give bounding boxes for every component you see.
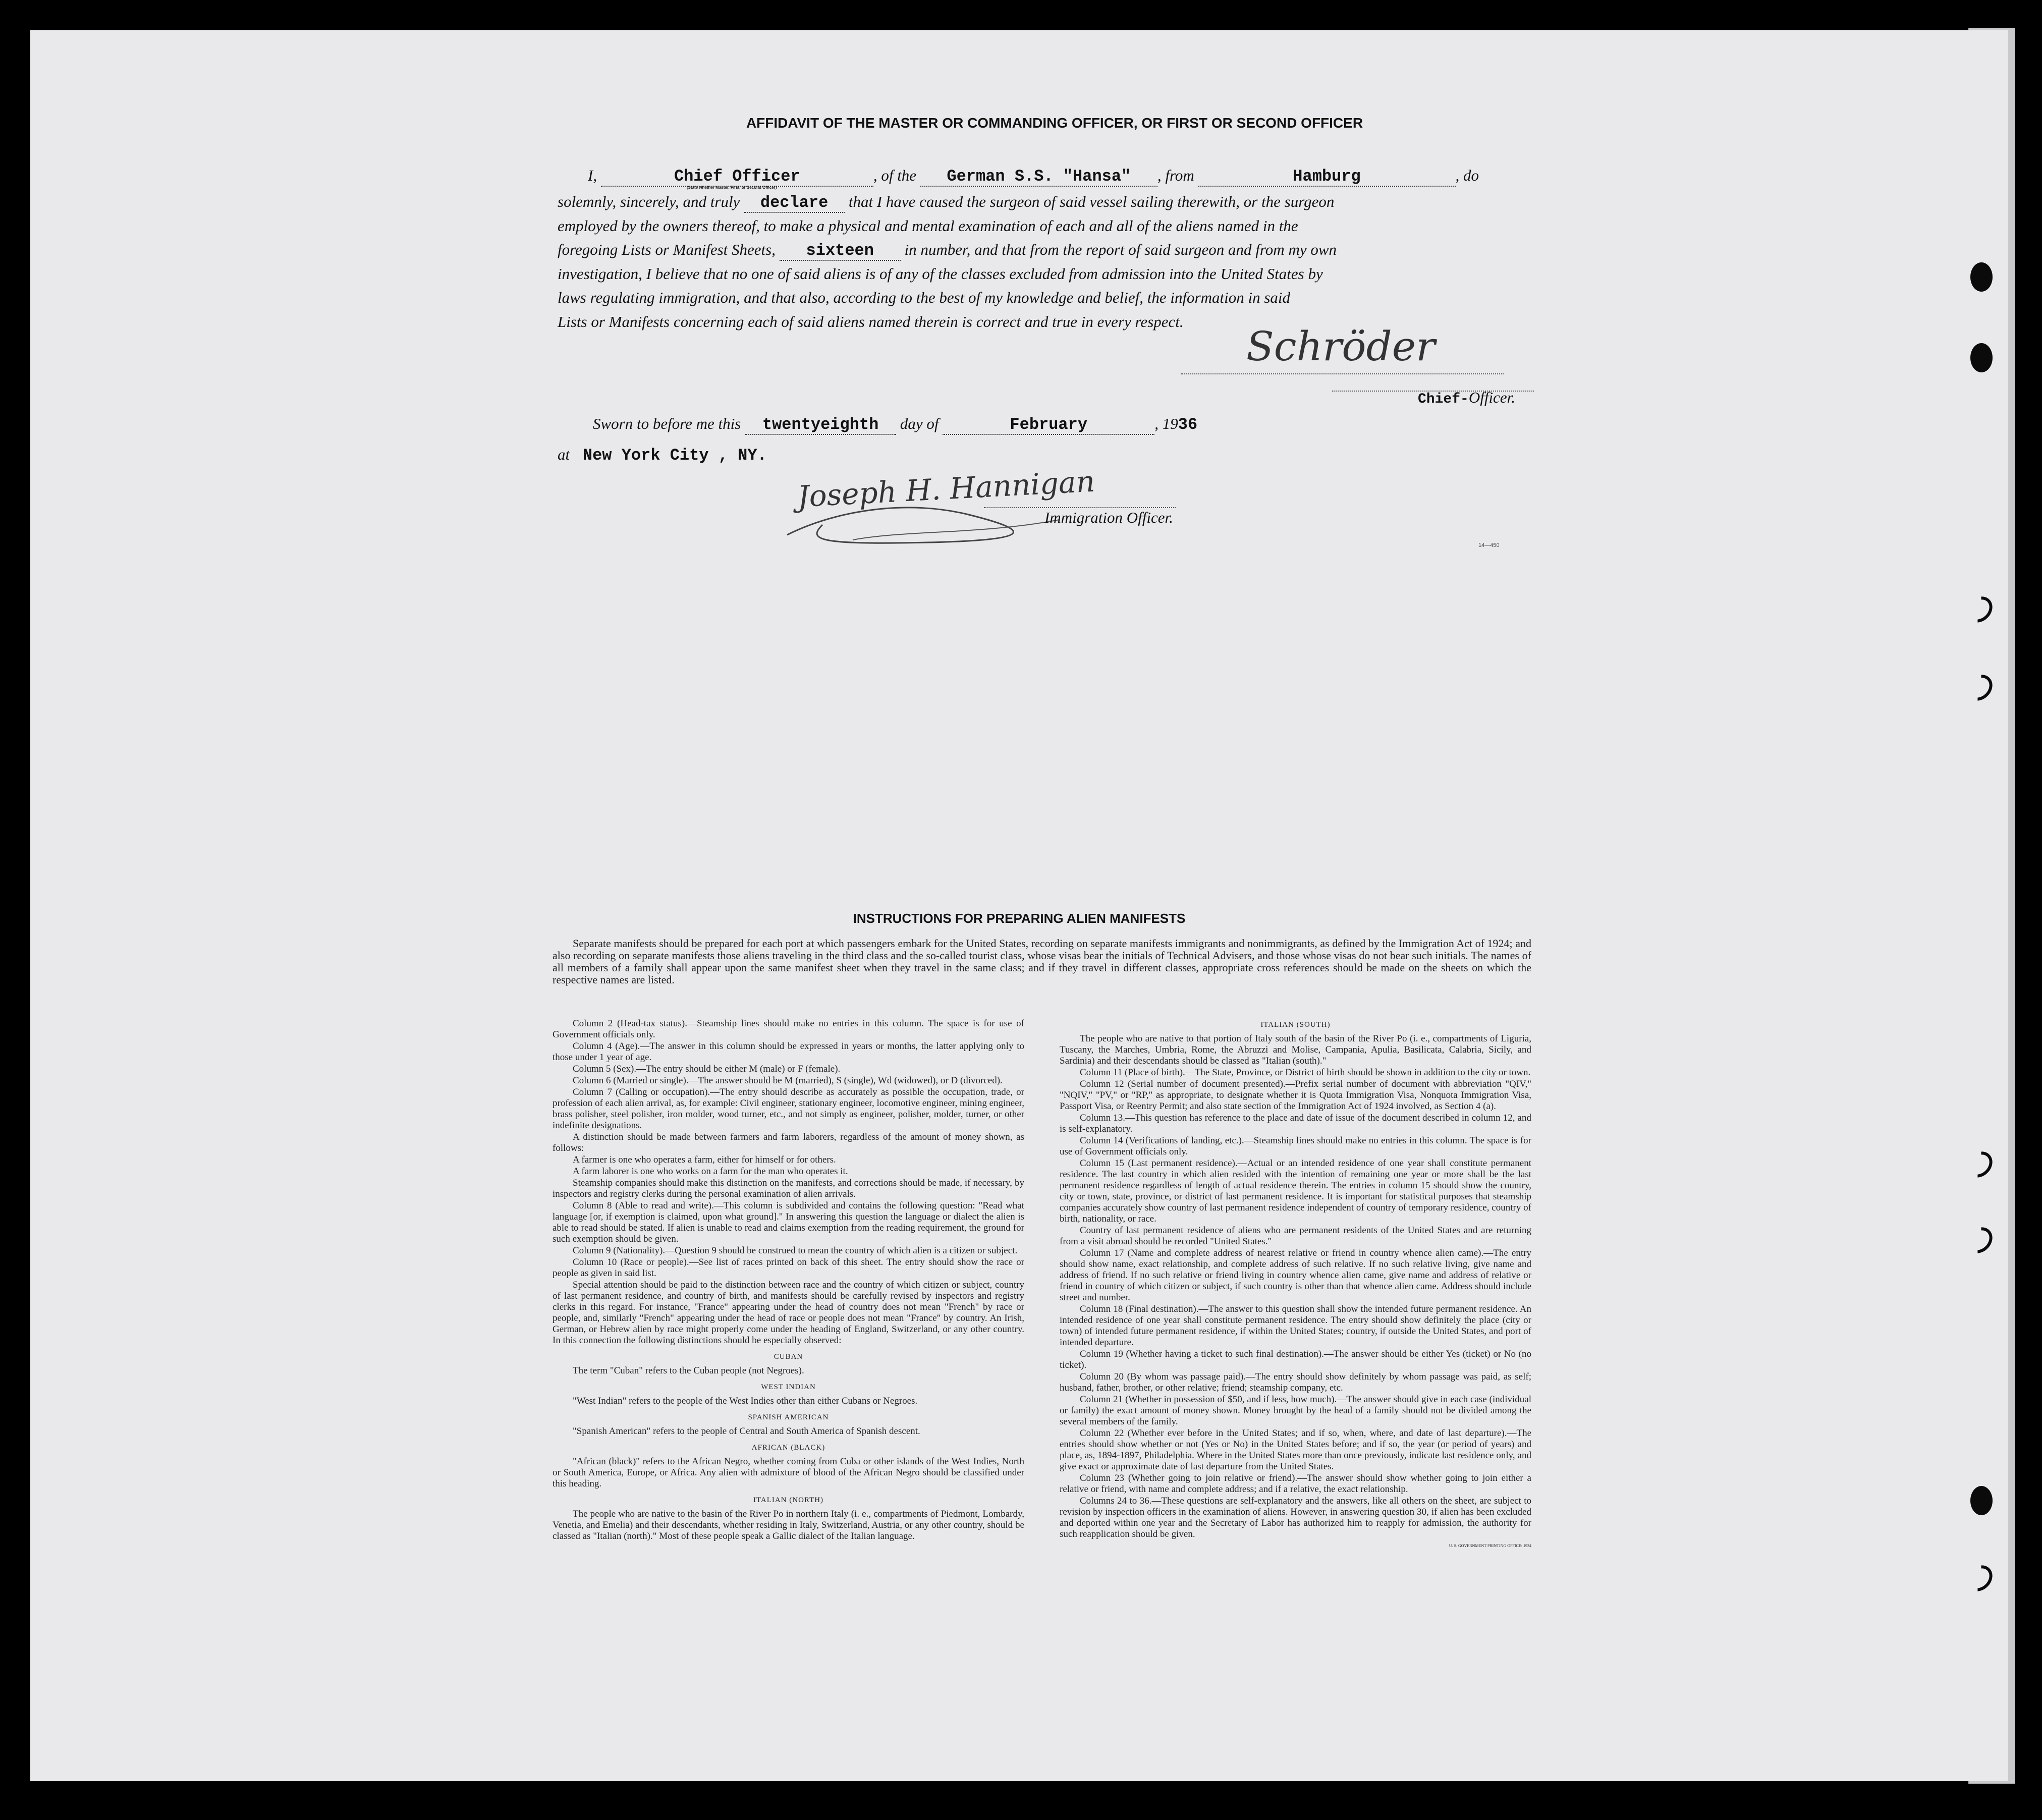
instruction-paragraph: Column 11 (Place of birth).—The State, Province, or District of birth should be shown in addition to the city or town. [1080,1067,1531,1078]
affidavit-line-6: laws regulating immigration, and that also, according to the best of my knowledge and belief, the information in said [558,289,1291,306]
instruction-paragraph: Column 15 (Last permanent residence).—Actual or an intended residence of one year shall constitute permanent residence. The last country in which alien resided with the intention of remaining one year or more shall be the last permanent residence regardless of length of actual residence therein. The entries in column 15 should show the country, city or town, state, province, or district of last permanent residence. It is important for statistical purposes that steamship companies accurately show country of last permanent residence independent of country of temporary residence, country of birth, nationality, or race. [1060,1158,1531,1224]
punch-hole [1970,1486,1993,1515]
instruction-paragraph: Special attention should be paid to the distinction between race and the country of which citizen or subject, country of last permanent residence, and country of birth, and manifests should be carefully revised by inspectors and registry clerks in this regard. For instance, "France" appearing under the head of country does not mean "French" by race or people, and, similarly "French" appearing under the head of race or people does not mean "France" by country. An Irish, German, or Hebrew alien by race might properly come under the heading of England, Switzerland, or any other country. In this connection the following distinctions should be especially observed: [553,1280,1024,1346]
instruction-paragraph: Column 13.—This question has reference to the place and date of issue of the document described in column 12, and is self-explanatory. [1060,1113,1531,1134]
vessel-name: German S.S. "Hansa" [920,167,1157,187]
officer-signature: Schröder [1246,323,1436,370]
affidavit-line-7: Lists or Manifests concerning each of said aliens named therein is correct and true in every respect. [558,313,1184,330]
officer-title-prefix: Chief- [1418,392,1469,407]
instruction-paragraph: Steamship companies should make this distinction on the manifests, and corrections should be made, if necessary, by inspectors and registry clerks during the personal examination of alien arrivals. [553,1178,1024,1199]
spanish-american-text: "Spanish American" refers to the people of Central and South America of Spanish descent. [573,1426,920,1437]
from-label: , from [1157,167,1194,184]
signature-flourish [777,479,1060,555]
instruction-paragraph: Column 21 (Whether in possession of $50, and if less, how much).—The answer should give in each case (individual or family) the exact amount of money shown. Money brought by the head of a family should not be divided among the several members of the family. [1060,1394,1531,1427]
left-paragraphs [553,1018,1024,1346]
instruction-paragraph: Column 19 (Whether having a ticket to such final destination).—The answer should be either Yes (ticket) or No (no ticket). [1060,1349,1531,1370]
instruction-paragraph: Column 23 (Whether going to join relative or friend).—The answer should show whether going to join either a relative or friend, with name and complete address; and if a relative, the exact relationship. [1060,1473,1531,1495]
form-number: 14—450 [1478,542,1500,548]
instructions-left-column [553,1018,1024,1542]
affidavit-line-5: investigation, I believe that no one of said aliens is of any of the classes excluded from admission into the United States by [558,265,1323,283]
instruction-paragraph: Column 17 (Name and complete address of nearest relative or friend in country whence alien came).—The entry should show name, exact relationship, and complete address of such relative. If no such relative living, give name and address of friend. If no such relative or friend living in country whence alien came, give name and address of relative or friend in country of which citizen or subject, if such country is other than that whence alien came. Address should include street and number. [1060,1248,1531,1303]
at-label: at [558,446,570,463]
sworn-month: February [943,415,1154,435]
cuban-text: The term "Cuban" refers to the Cuban people (not Negroes). [573,1365,804,1376]
instructions-intro [553,937,1531,986]
instruction-paragraph: A distinction should be made between farmers and farm laborers, regardless of the amount of money shown, as follows: [553,1132,1024,1153]
instruction-paragraph: Column 8 (Able to read and write).—This column is subdivided and contains the following question: "Read what language [or, if exemption is claimed, upon what ground]." In answering this question the language or dialect the alien is able to read should be stated. If alien is unable to read and claims exemption from the reading requirement, the ground for such exemption should be given. [553,1200,1024,1244]
west-indian-heading: WEST INDIAN [761,1383,816,1391]
instruction-paragraph: Column 18 (Final destination).—The answer to this question shall show the intended future permanent residence. An intended residence of one year shall constitute permanent residence. The entry should show definitely the place (city or town) of intended future permanent residence, if within the United States; country, if outside the United States, and port of intended departure. [1060,1304,1531,1348]
instruction-paragraph: Column 6 (Married or single).—The answer should be M (married), S (single), Wd (widowed), or D (divorced). [573,1075,1003,1086]
instruction-paragraph: Column 4 (Age).—The answer in this column should be expressed in years or months, the latter applying only to those under 1 year of age. [553,1041,1024,1063]
sworn-label: Sworn to before me this [593,415,741,432]
affidavit-line-3: employed by the owners thereof, to make a physical and mental examination of each and all of the aliens named in the [558,217,1298,235]
day-of-label: day of [900,415,939,432]
location-line [558,446,767,465]
year-prefix: , 19 [1154,415,1178,432]
instructions-title: INSTRUCTIONS FOR PREPARING ALIEN MANIFESTS [853,911,1186,926]
punch-hole [1970,262,1993,292]
cuban-heading: CUBAN [774,1353,803,1361]
italian-south-heading: ITALIAN (SOUTH) [1260,1021,1331,1029]
inspector-signature: Joseph H. Hannigan [796,464,1096,514]
african-heading: AFRICAN (BLACK) [751,1444,825,1452]
line-4a-text: foregoing Lists or Manifest Sheets, [558,241,776,258]
instruction-paragraph: Column 22 (Whether ever before in the United States; and if so, when, where, and date of last departure).—The entries should show whether or not (Yes or No) in the United States before; and if so, the year (or period of years) and place, as, 1894-1897, Philadelphia. Where in the United States more than once previously, indicate last residence only, and give exact or approximate date of last departure from the United States. [1060,1428,1531,1472]
declare-word: declare [744,193,845,213]
instruction-paragraph: The people who are native to that portion of Italy south of the basin of the River Po (i. e., compartments of Liguria, Tuscany, the Marches, Umbria, Rome, the Abruzzi and Molise, Campania, Apulia, Basilicata, Calabria, Sicily, and Sardinia) and their descendants should be classed as "Italian (south)." [1060,1033,1531,1066]
instructions-right-column [1060,1018,1531,1552]
printer-credit: U. S. GOVERNMENT PRINTING OFFICE: 1934 [1449,1543,1531,1548]
sworn-line [593,415,1197,435]
inspector-line [984,507,1176,508]
line-2-text: that I have caused the surgeon of said vessel sailing therewith, or the surgeon [848,193,1335,210]
officer-title [1418,389,1515,407]
inspector-title: Immigration Officer. [1044,509,1173,526]
solemnly-text: solemnly, sincerely, and truly [558,193,740,210]
year-suffix: 36 [1178,415,1198,434]
instruction-paragraph: Column 10 (Race or people).—See list of races printed on back of this sheet. The entry should show the race or people as given in said list. [553,1257,1024,1279]
spanish-american-heading: SPANISH AMERICAN [748,1413,829,1421]
officer-title-suffix: Officer. [1468,389,1515,406]
departure-port: Hamburg [1198,167,1456,187]
punch-hole [1970,343,1993,372]
officer-rank-field [601,167,873,190]
i-label: I, [588,167,597,184]
instruction-paragraph: A farmer is one who operates a farm, either for himself or for others. [573,1154,836,1165]
sworn-location: New York City , NY. [582,446,767,465]
west-indian-text: "West Indian" refers to the people of the West Indies other than either Cubans or Negroes. [573,1396,918,1406]
do-label: , do [1455,167,1479,184]
italian-north-text: The people who are native to the basin of the River Po in northern Italy (i. e., compartments of Piedmont, Lombardy, Venetia, and Emelia) and their descendants, whether residing in Italy, Switzerland, Austria, or any other country, should be classed as "Italian (north)." Most of these people speak a Gallic dialect of the Italian language. [553,1509,1024,1541]
instruction-paragraph: Column 5 (Sex).—The entry should be either M (male) or F (female). [573,1064,841,1074]
instruction-paragraph: Country of last permanent residence of aliens who are permanent residents of the United States and are returning from a visit abroad should be recorded "United States." [1060,1225,1531,1247]
instruction-paragraph: Columns 24 to 36.—These questions are self-explanatory and the answers, like all others on the sheet, are subject to revision by inspection officers in the examination of aliens. However, in answering question 30, if alien has been excluded and deported within one year and the Secretary of Labor has authorized him to reapply for admission, the authority for such reapplication should be given. [1060,1496,1531,1539]
african-text: "African (black)" refers to the African Negro, whether coming from Cuba or other islands of the West Indies, North or South America, Europe, or Africa. Any alien with admixture of blood of the African Negro should be classified under this heading. [553,1456,1024,1489]
sheet-count: sixteen [780,241,901,261]
affidavit-line-1 [558,167,1541,190]
affidavit-title: AFFIDAVIT OF THE MASTER OR COMMANDING OFFICER, OR FIRST OR SECOND OFFICER [746,115,1363,131]
instruction-paragraph: A farm laborer is one who works on a farm for the man who operates it. [573,1166,848,1177]
italian-north-heading: ITALIAN (NORTH) [753,1496,824,1504]
signature-line [1181,373,1504,374]
of-the-label: , of the [873,167,917,184]
affidavit-line-4 [558,241,1337,261]
officer-rank: Chief Officer [674,167,800,186]
instruction-paragraph: Column 2 (Head-tax status).—Steamship lines should make no entries in this column. The space is for use of Government officials only. [553,1018,1024,1040]
right-paragraphs [1060,1033,1531,1540]
instruction-paragraph: Column 20 (By whom was passage paid).—The entry should show definitely by whom passage was paid, as self; husband, father, brother, or other relative; friend; steamship company, etc. [1060,1371,1531,1393]
instruction-paragraph: Column 9 (Nationality).—Question 9 should be construed to mean the country of which alien is a citizen or subject. [573,1245,1018,1256]
instruction-paragraph: Column 14 (Verifications of landing, etc.).—Steamship lines should make no entries in this column. The space is for use of Government officials only. [1060,1135,1531,1157]
line-4b-text: in number, and that from the report of said surgeon and from my own [904,241,1337,258]
affidavit-line-2 [558,193,1334,213]
instruction-paragraph: Column 7 (Calling or occupation).—The entry should describe as accurately as possible the occupation, trade, or profession of each alien arrival, as, for example: Civil engineer, stationary engineer, locomotive engineer, mining engineer, brass polisher, steel polisher, iron molder, wood turner, etc., and not simply as engineer, polisher, molder, turner, or other indefinite designations. [553,1087,1024,1131]
sworn-day: twentyeighth [745,415,896,435]
intro-paragraph: Separate manifests should be prepared for each port at which passengers embark for the United States, recording on separate manifests immigrants and nonimmigrants, as defined by the Immigration Act of 1924; and also recording on separate manifests those aliens traveling in the third class and the so-called tourist class, whose visas bear the initials of Technical Advisers, and those whose visas do not bear such initials. The names of all members of a family shall appear upon the same manifest sheet when they travel in the same class; and if they travel in different classes, appropriate cross references should be made on the sheets on which the respective names are listed. [553,937,1531,986]
rank-hint: (State whether Master, First, or Second Officer) [686,185,777,190]
instruction-paragraph: Column 12 (Serial number of document presented).—Prefix serial number of document with abbreviation "QIV," "NQIV," "PV," or "RP," as appropriate, to designate whether it is Quota Immigration Visa, Nonquota Immigration Visa, Passport Visa, or Reentry Permit; and also state section of the Immigration Act of 1924 involved, as Section 4 (a). [1060,1079,1531,1112]
